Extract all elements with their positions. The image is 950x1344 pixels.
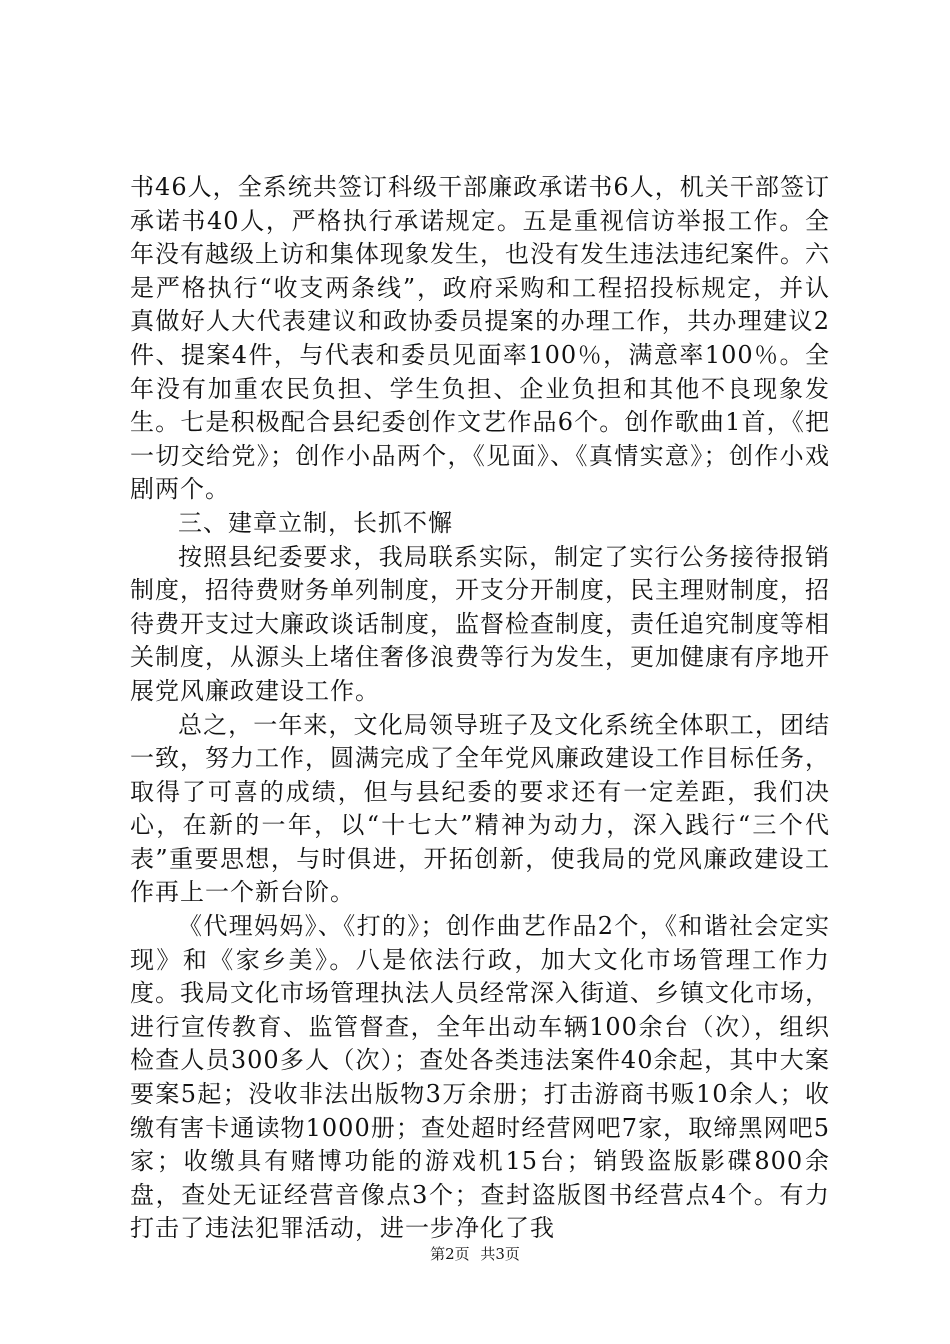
paragraph-market: 《代理妈妈》、《打的》；创作曲艺作品2个，《和谐社会定实现》和《家乡美》。八是依法行政，加大文化市场管理工作力度。我局文化市场管理执法人员经常深入街道、乡镇文化市场，进行宣传教育、监管督查，全年出动车辆100余台（次），组织检查人员300多人（次）；查处各类违法案件40余起，其中大案要案5起；没收非法出版物3万余册；打击游商书贩10余人；收缴有害卡通读物1000册；查处超时经营网吧7家，取缔黑网吧5家；收缴具有赌博功能的游戏机15台；销毁盗版影碟800余盘，查处无证经营音像点3个；查封盗版图书经营点4个。有力打击了违法犯罪活动，进一步净化了我 — [130, 912, 830, 1243]
page-footer — [0, 1244, 950, 1264]
page-total: 共3页 — [480, 1245, 520, 1263]
document-body — [130, 171, 830, 1246]
paragraph-continued: 书46人，全系统共签订科级干部廉政承诺书6人，机关干部签订承诺书40人，严格执行承诺规定。五是重视信访举报工作。全年没有越级上访和集体现象发生，也没有发生违法违纪案件。六是严格执行“收支两条线”，政府采购和工程招投标规定，并认真做好人大代表建议和政协委员提案的办理工作，共办理建议2件、提案4件，与代表和委员见面率100％，满意率100％。全年没有加重农民负担、学生负担、企业负担和其他不良现象发生。七是积极配合县纪委创作文艺作品6个。创作歌曲1首，《把一切交给党》；创作小品两个，《见面》、《真情实意》；创作小戏剧两个。 — [130, 173, 830, 504]
section-heading: 三、建章立制，长抓不懈 — [178, 508, 453, 537]
paragraph-summary: 总之，一年来，文化局领导班子及文化系统全体职工，团结一致，努力工作，圆满完成了全年党风廉政建设工作目标任务，取得了可喜的成绩，但与县纪委的要求还有一定差距，我们决心，在新的一年，以“十七大”精神为动力，深入践行“三个代表”重要思想，与时俱进，开拓创新，使我局的党风廉政建设工作再上一个新台阶。 — [130, 710, 830, 907]
page-number: 第2页 — [430, 1245, 470, 1263]
paragraph-rules: 按照县纪委要求，我局联系实际，制定了实行公务接待报销制度，招待费财务单列制度，开支分开制度，民主理财制度，招待费开支过大廉政谈话制度，监督检查制度，责任追究制度等相关制度，从源头上堵住奢侈浪费等行为发生，更加健康有序地开展党风廉政建设工作。 — [130, 542, 830, 705]
